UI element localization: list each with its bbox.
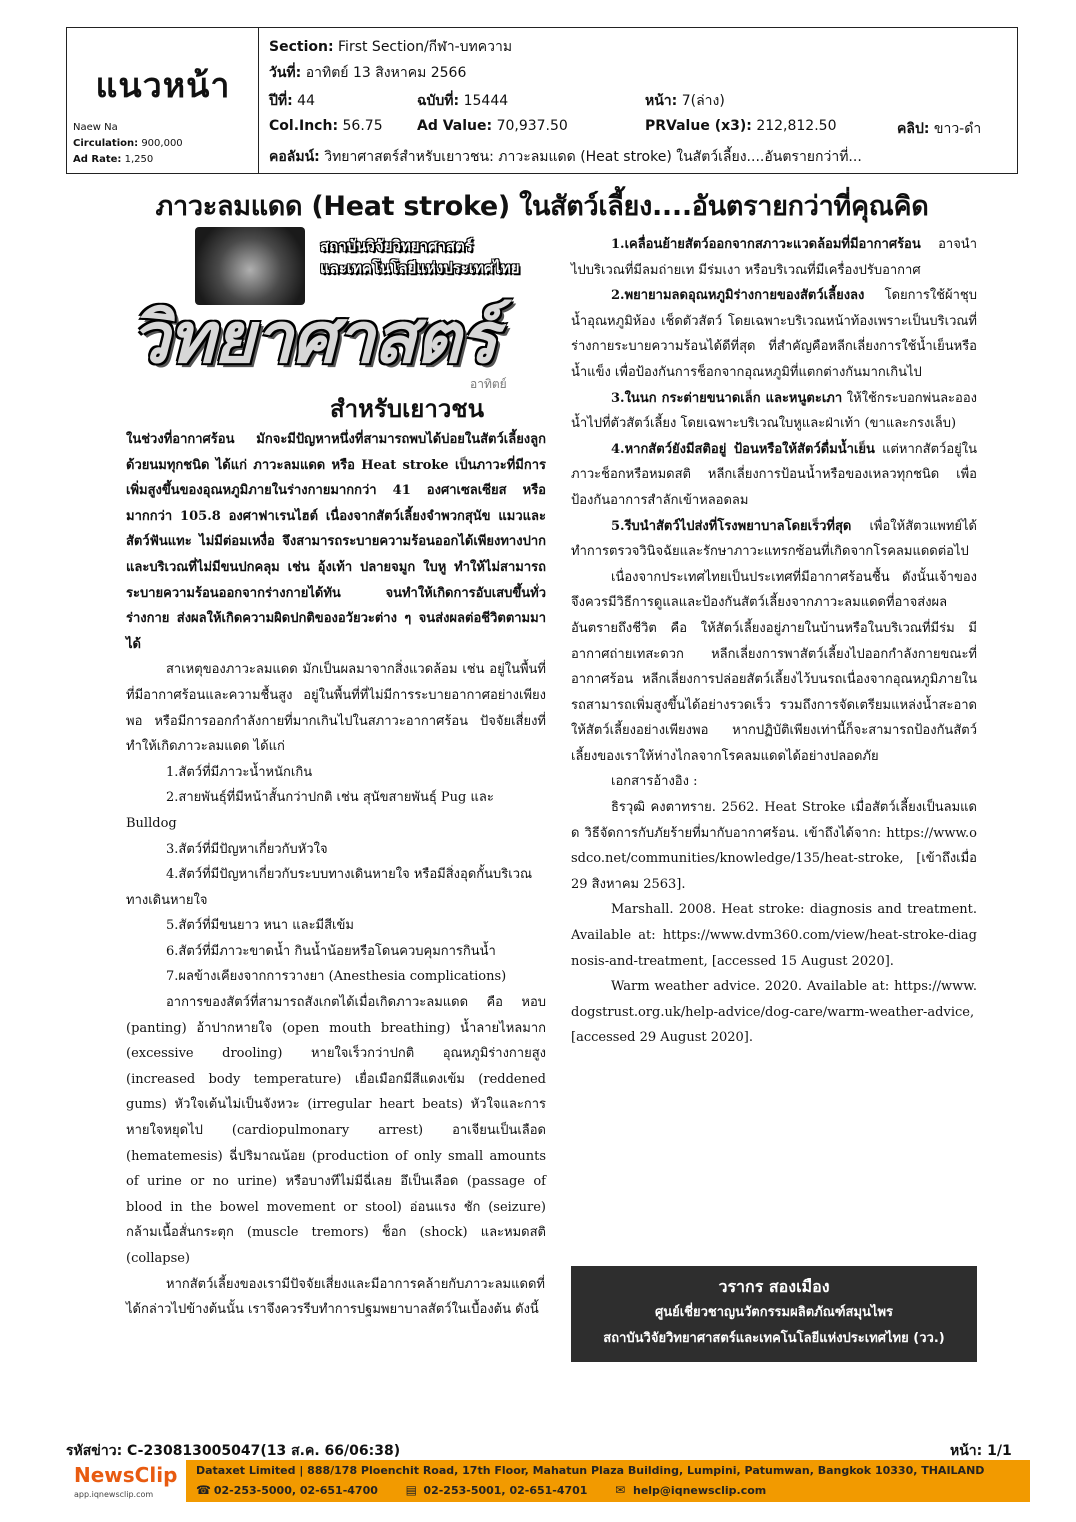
risk-item: 3.สัตว์ที่มีปัญหาเกี่ยวกับหัวใจ	[166, 841, 328, 857]
right-column	[571, 232, 977, 1051]
author-box	[571, 1266, 977, 1362]
first-aid-step: 1.เคลื่อนย้ายสัตว์ออกจากสภาวะแวดล้อมที่มีอากาศร้อน อาจนำไปบริเวณที่มีลมถ่ายเท มีร่มเงา หรือบริเวณที่มีเครื่องปรับอากาศ	[571, 237, 977, 278]
banner-institute: สถาบันวิจัยวิทยาศาสตร์ และเทคโนโลยีแห่งประเทศไทย	[320, 237, 520, 277]
author-unit: ศูนย์เชี่ยวชาญนวัตกรรมผลิตภัณฑ์สมุนไพร	[654, 1305, 894, 1320]
risk-item: 7.ผลข้างเคียงจากการวางยา (Anesthesia complications)	[166, 969, 507, 985]
reference-item: ธิรวุฒิ คงตาทราย. 2562. Heat Stroke เมื่อสัตว์เลี้ยงเป็นลมแดด วิธีจัดการกับภัยร้ายที่มากับอากาศร้อน. เข้าถึงได้จาก: https://www.osdco.net/communities/knowledge/135/heat-stroke, [เข้าถึงเมื่อ 29 สิงหาคม 2563].	[571, 800, 977, 892]
prvalue-info: PRValue (x3): 212,812.50	[645, 118, 837, 134]
first-aid-step: 3.ในนก กระต่ายขนาดเล็ก และหนูตะเภา ให้ใช้กระบอกพ่นละอองน้ำไปที่ตัวสัตว์เลี้ยง โดยเฉพาะบริเวณใบหูและฝ่าเท้า (ขาและกรงเล็บ)	[571, 390, 977, 432]
colinch-info: Col.Inch: 56.75	[269, 118, 383, 134]
year-info: ปีที่: 44	[269, 93, 315, 109]
banner-subtitle: สำหรับเยาวชน	[330, 395, 484, 423]
first-aid-step: 2.พยายามลดอุณหภูมิร่างกายของสัตว์เลี้ยงลง โดยการใช้ผ้าชุบน้ำอุณหภูมิห้อง เช็ดตัวสัตว์ โดยเฉพาะบริเวณหน้าท้องเพราะเป็นบริเวณที่ร่างกายระบายความร้อนได้ดีที่สุด ที่สำคัญคือหลีกเลี่ยงการใช้น้ำเย็นหรือน้ำแข็ง เพื่อป้องกันการช็อกจากอุณหภูมิที่แตกต่างกันมากเกินไป	[571, 288, 977, 380]
reference-item: Warm weather advice. 2020. Available at: https://www.dogstrust.org.uk/help-advice/dog-care/warm-weather-advice, [accessed 29 August 2020].	[571, 979, 977, 1046]
causes-paragraph: สาเหตุของภาวะลมแดด มักเป็นผลมาจากสิ่งแวดล้อม เช่น อยู่ในพื้นที่ที่มีอากาศร้อนและความชื้นสูง อยู่ในพื้นที่ที่ไม่มีการระบายอากาศอย่างเพียงพอ หรือมีการออกกำลังกายที่มากเกินไปในสภาวะอากาศร้อน ปัจจัยเสี่ยงที่ทำให้เกิดภาวะลมแดด ได้แก่	[126, 662, 546, 755]
phone-icon: ☎	[196, 1483, 211, 1497]
intro-paragraph: ในช่วงที่อากาศร้อน มักจะมีปัญหาหนึ่งที่สามารถพบได้บ่อยในสัตว์เลี้ยงลูกด้วยนมทุกชนิด ได้แก่ ภาวะลมแดด หรือ Heat stroke เป็นภาวะที่มีการเพิ่มสูงขึ้นของอุณหภูมิภายในร่างกายมากกว่า 41 องศาเซลเซียส หรือมากกว่า 105.8 องศาฟาเรนไฮต์ เนื่องจากสัตว์เลี้ยงจำพวกสุนัข แมวและสัตว์ฟันแทะ ไม่มีต่อมเหงื่อ จึงสามารถระบายความร้อนออกได้เพียงทางปาก และบริเวณที่ไม่มีขนปกคลุม เช่น อุ้งเท้า ปลายจมูก ใบหู ทำให้ไม่สามารถระบายความร้อนออกจากร่างกายได้ทัน จนทำให้เกิดการอับเสบขึ้นทั่วร่างกาย ส่งผลให้เกิดความผิดปกติของอวัยวะต่าง ๆ จนส่งผลต่อชีวิตตามมาได้	[126, 432, 546, 652]
circulation: Circulation: 900,000	[73, 138, 183, 149]
date-info: วันที่: อาทิตย์ 13 สิงหาคม 2566	[269, 65, 467, 81]
ad-rate: Ad Rate: 1,250	[73, 154, 154, 165]
publication-logo: แนวหน้า	[95, 66, 231, 106]
risk-item: 4.สัตว์ที่มีปัญหาเกี่ยวกับระบบทางเดินหายใจ หรือมีสิ่งอุดกั้นบริเวณทางเดินหายใจ	[126, 867, 533, 908]
prevention-paragraph: เนื่องจากประเทศไทยเป็นประเทศที่มีอากาศร้อนชื้น ดังนั้นเจ้าของจึงควรมีวิธีการดูแลและป้องกันสัตว์เลี้ยงจากภาวะลมแดดที่อาจส่งผลอันตรายถึงชีวิต คือ ให้สัตว์เลี้ยงอยู่ภายในบ้านหรือในบริเวณที่มีร่ม มีอากาศถ่ายเทสะดวก หลีกเลี่ยงการพาสัตว์เลี้ยงไปออกกำลังกายขณะที่อากาศร้อน หลีกเลี่ยงการปล่อยสัตว์เลี้ยงไว้บนรถเนื่องจากอุณหภูมิภายในรถสามารถเพิ่มสูงขึ้นได้อย่างรวดเร็ว รวมถึงการจัดเตรียมแหล่งน้ำสะอาดให้สัตว์เลี้ยงอย่างเพียงพอ หากปฏิบัติเพียงเท่านี้ก็จะสามารถป้องกันสัตว์เลี้ยงของเราให้ห่างไกลจากโรคลมแดดได้อย่างปลอดภัย	[571, 569, 977, 764]
column-info: คอลัมน์: วิทยาศาสตร์สำหรับเยาวชน: ภาวะลมแดด (Heat stroke) ในสัตว์เลี้ยง....อันตรายกว่าที่...	[269, 149, 862, 165]
reference-item: Marshall. 2008. Heat stroke: diagnosis and treatment. Available at: https://www.dvm360.com/view/heat-stroke-diagnosis-and-treatment, [accessed 15 August 2020].	[571, 902, 977, 969]
publication-name: Naew Na	[73, 122, 118, 133]
references-heading: เอกสารอ้างอิง :	[611, 774, 698, 790]
clipping-header	[66, 27, 1018, 174]
left-column	[126, 427, 546, 1323]
risk-item: 2.สายพันธุ์ที่มีหน้าสั้นกว่าปกติ เช่น สุนัขสายพันธุ์ Pug และ Bulldog	[126, 790, 494, 831]
newsclip-url[interactable]: app.iqnewsclip.com	[74, 1490, 154, 1499]
banner-title: วิทยาศาสตร์	[130, 297, 497, 379]
footer-address: Dataxet Limited | 888/178 Ploenchit Road, 17th Floor, Mahatun Plaza Building, Lumpini, Patumwan, Bangkok 10330, THAILAND	[196, 1464, 985, 1477]
first-aid-step: 4.หากสัตว์ยังมีสติอยู่ ป้อนหรือให้สัตว์ดื่มน้ำเย็น แต่หากสัตว์อยู่ในภาวะช็อกหรือหมดสติ หลีกเลี่ยงการป้อนน้ำหรือของเหลวทุกชนิด เพื่อป้องกันอาการสำลักเข้าหลอดลม	[571, 441, 977, 508]
news-code: รหัสข่าว: C-230813005047(13 ส.ค. 66/06:38)	[66, 1443, 401, 1459]
section-info: Section: First Section/กีฬา-บทความ	[269, 39, 513, 55]
footer-contacts	[196, 1483, 766, 1497]
email-icon: ✉	[615, 1483, 626, 1497]
banner-day: อาทิตย์	[470, 377, 507, 391]
footer-phone: 02-253-5000, 02-651-4700	[213, 1484, 378, 1497]
advalue-info: Ad Value: 70,937.50	[417, 118, 568, 134]
page-number: หน้า: 1/1	[950, 1443, 1012, 1459]
clip-info: คลิป: ขาว-ดำ	[897, 121, 982, 137]
footer-fax: 02-253-5001, 02-651-4701	[423, 1484, 588, 1497]
risk-item: 5.สัตว์ที่มีขนยาว หนา และมีสีเข้ม	[166, 918, 354, 934]
publication-block	[67, 28, 259, 173]
issue-info: ฉบับที่: 15444	[417, 93, 509, 109]
risk-item: 1.สัตว์ที่มีภาวะน้ำหนักเกิน	[166, 764, 313, 780]
footer-email[interactable]: help@iqnewsclip.com	[633, 1484, 767, 1497]
author-name: วรากร สองเมือง	[718, 1277, 830, 1296]
first-aid-step: 5.รีบนำสัตว์ไปส่งที่โรงพยาบาลโดยเร็วที่สุด เพื่อให้สัตวแพทย์ได้ทำการตรวจวินิจฉัยและรักษาภาวะแทรกซ้อนที่เกิดจากโรคลมแดดต่อไป	[571, 518, 977, 560]
first-aid-intro: หากสัตว์เลี้ยงของเรามีปัจจัยเสี่ยงและมีอาการคล้ายกับภาวะลมแดดที่ได้กล่าวไปข้างต้นนั้น เราจึงควรรีบทำการปฐมพยาบาลสัตว์ในเบื้องต้น ดังนี้	[126, 1276, 545, 1318]
newsclip-logo[interactable]: NewsClip	[74, 1463, 178, 1487]
article-headline: ภาวะลมแดด (Heat stroke) ในสัตว์เลี้ยง....อันตรายกว่าที่คุณคิด	[155, 191, 929, 222]
author-institute: สถาบันวิจัยวิทยาศาสตร์และเทคโนโลยีแห่งประเทศไทย (วว.)	[603, 1331, 945, 1346]
symptoms-paragraph: อาการของสัตว์ที่สามารถสังเกตได้เมื่อเกิดภาวะลมแดด คือ หอบ (panting) อ้าปากหายใจ (open mouth breathing) น้ำลายไหลมาก (excessive drooling) หายใจเร็วกว่าปกติ อุณหภูมิร่างกายสูง (increased body temperature) เยื่อเมือกมีสีแดงเข้ม (reddened gums) หัวใจเต้นไม่เป็นจังหวะ (irregular heart beats) หัวใจและการหายใจหยุดไป (cardiopulmonary arrest) อาเจียนเป็นเลือด (hematemesis) ฉี่ปริมาณน้อย (production of only small amounts of urine or no urine) หรือบางทีไม่มีฉี่เลย อึเป็นเลือด (passage of blood in the bowel movement or stool) อ่อนแรง ชัก (seizure) กล้ามเนื้อสั่นกระตุก (muscle tremors) ช็อก (shock) และหมดสติ (collapse)	[126, 995, 546, 1266]
column-banner	[130, 227, 548, 423]
page-info: หน้า: 7(ล่าง)	[645, 93, 725, 109]
fax-icon: ▤	[405, 1483, 417, 1497]
risk-item: 6.สัตว์ที่มีภาวะขาดน้ำ กินน้ำน้อยหรือโดนควบคุมการกินน้ำ	[166, 943, 496, 959]
